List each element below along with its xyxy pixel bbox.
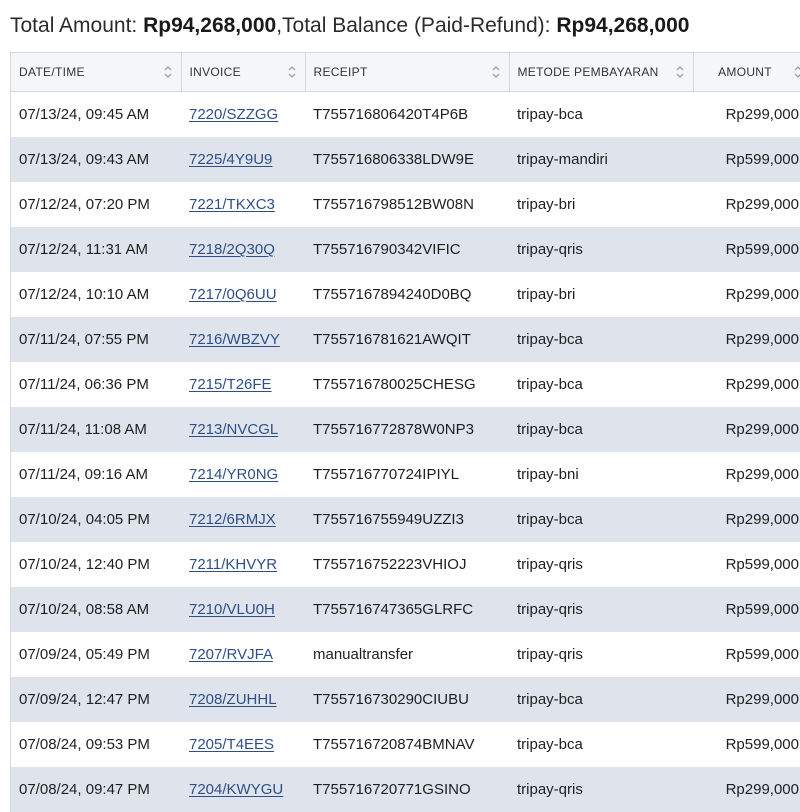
sort-icon[interactable] — [675, 64, 685, 80]
table-row[interactable] — [11, 92, 800, 138]
table-row[interactable] — [11, 272, 800, 317]
cell-invoice — [181, 317, 305, 362]
cell-receipt: T755716770724IPIYL — [305, 452, 509, 497]
cell-amount: Rp599,000 — [693, 137, 800, 182]
cell-datetime: 07/10/24, 12:40 PM — [11, 542, 181, 587]
total-amount-label: Total Amount: — [10, 14, 143, 37]
cell-invoice — [181, 767, 305, 812]
cell-receipt: T755716772878W0NP3 — [305, 407, 509, 452]
column-header-receipt[interactable] — [305, 53, 509, 92]
cell-invoice — [181, 227, 305, 272]
invoice-link[interactable]: 7220/SZZGG — [189, 106, 278, 123]
invoice-link[interactable]: 7213/NVCGL — [189, 421, 278, 438]
cell-receipt: T755716747365GLRFC — [305, 587, 509, 632]
cell-amount: Rp599,000 — [693, 542, 800, 587]
table-header-row — [11, 53, 800, 92]
column-header-label: RECEIPT — [314, 65, 368, 79]
invoice-link[interactable]: 7214/YR0NG — [189, 466, 278, 483]
cell-datetime: 07/11/24, 11:08 AM — [11, 407, 181, 452]
cell-method: tripay-qris — [509, 767, 693, 812]
cell-datetime: 07/12/24, 10:10 AM — [11, 272, 181, 317]
cell-method: tripay-qris — [509, 587, 693, 632]
cell-datetime: 07/12/24, 11:31 AM — [11, 227, 181, 272]
cell-method: tripay-bca — [509, 92, 693, 138]
column-header-method[interactable] — [509, 53, 693, 92]
cell-receipt: T755716720771GSINO — [305, 767, 509, 812]
cell-invoice — [181, 677, 305, 722]
cell-receipt: T755716720874BMNAV — [305, 722, 509, 767]
sort-icon[interactable] — [287, 64, 297, 80]
total-balance-label: ,Total Balance (Paid-Refund): — [276, 14, 556, 37]
cell-amount: Rp299,000 — [693, 452, 800, 497]
cell-receipt: T755716790342VIFIC — [305, 227, 509, 272]
cell-amount: Rp599,000 — [693, 587, 800, 632]
cell-receipt: T755716806420T4P6B — [305, 92, 509, 138]
cell-amount: Rp299,000 — [693, 92, 800, 138]
cell-invoice — [181, 497, 305, 542]
invoice-link[interactable]: 7210/VLU0H — [189, 601, 275, 618]
table-row[interactable] — [11, 497, 800, 542]
cell-invoice — [181, 362, 305, 407]
sort-icon[interactable] — [793, 64, 800, 80]
cell-datetime: 07/08/24, 09:53 PM — [11, 722, 181, 767]
cell-invoice — [181, 632, 305, 677]
cell-receipt: T7557167894240D0BQ — [305, 272, 509, 317]
table-body — [11, 92, 800, 812]
cell-amount: Rp299,000 — [693, 677, 800, 722]
cell-receipt: manualtransfer — [305, 632, 509, 677]
cell-amount: Rp299,000 — [693, 182, 800, 227]
column-header-label: DATE/TIME — [19, 65, 85, 79]
cell-method: tripay-bca — [509, 722, 693, 767]
cell-receipt: T755716806338LDW9E — [305, 137, 509, 182]
table-row[interactable] — [11, 317, 800, 362]
invoice-link[interactable]: 7204/KWYGU — [189, 781, 283, 798]
cell-invoice — [181, 452, 305, 497]
column-header-label: INVOICE — [190, 65, 241, 79]
total-balance-value: Rp94,268,000 — [556, 14, 689, 37]
table-row[interactable] — [11, 677, 800, 722]
invoice-link[interactable]: 7216/WBZVY — [189, 331, 280, 348]
cell-datetime: 07/13/24, 09:43 AM — [11, 137, 181, 182]
cell-amount: Rp299,000 — [693, 497, 800, 542]
cell-amount: Rp599,000 — [693, 227, 800, 272]
table-row[interactable] — [11, 767, 800, 812]
totals-summary — [10, 8, 689, 44]
cell-method: tripay-qris — [509, 632, 693, 677]
cell-method: tripay-bni — [509, 452, 693, 497]
invoice-link[interactable]: 7212/6RMJX — [189, 511, 276, 528]
cell-datetime: 07/10/24, 04:05 PM — [11, 497, 181, 542]
cell-method: tripay-qris — [509, 227, 693, 272]
cell-method: tripay-bca — [509, 407, 693, 452]
cell-receipt: T755716755949UZZI3 — [305, 497, 509, 542]
column-header-invoice[interactable] — [181, 53, 305, 92]
cell-receipt: T755716752223VHIOJ — [305, 542, 509, 587]
cell-amount: Rp299,000 — [693, 317, 800, 362]
table-row[interactable] — [11, 137, 800, 182]
table-row[interactable] — [11, 227, 800, 272]
cell-method: tripay-bca — [509, 677, 693, 722]
invoice-link[interactable]: 7218/2Q30Q — [189, 241, 275, 258]
cell-invoice — [181, 182, 305, 227]
cell-receipt: T755716730290CIUBU — [305, 677, 509, 722]
cell-datetime: 07/08/24, 09:47 PM — [11, 767, 181, 812]
invoice-link[interactable]: 7205/T4EES — [189, 736, 274, 753]
cell-receipt: T755716780025CHESG — [305, 362, 509, 407]
cell-invoice — [181, 272, 305, 317]
column-header-label: METODE PEMBAYARAN — [518, 65, 659, 79]
invoice-link[interactable]: 7225/4Y9U9 — [189, 151, 272, 168]
sort-icon[interactable] — [163, 64, 173, 80]
invoice-link[interactable]: 7208/ZUHHL — [189, 691, 277, 708]
column-header-datetime[interactable] — [11, 53, 181, 92]
cell-datetime: 07/11/24, 07:55 PM — [11, 317, 181, 362]
table-row[interactable] — [11, 452, 800, 497]
invoice-link[interactable]: 7211/KHVYR — [189, 556, 277, 573]
cell-datetime: 07/12/24, 07:20 PM — [11, 182, 181, 227]
table-row[interactable] — [11, 632, 800, 677]
cell-amount: Rp599,000 — [693, 632, 800, 677]
cell-invoice — [181, 137, 305, 182]
cell-invoice — [181, 407, 305, 452]
table-row[interactable] — [11, 587, 800, 632]
cell-receipt: T755716781621AWQIT — [305, 317, 509, 362]
cell-method: tripay-bri — [509, 182, 693, 227]
cell-datetime: 07/11/24, 09:16 AM — [11, 452, 181, 497]
cell-amount: Rp299,000 — [693, 362, 800, 407]
invoice-link[interactable]: 7215/T26FE — [189, 376, 272, 393]
transactions-table — [11, 53, 800, 812]
cell-amount: Rp299,000 — [693, 767, 800, 812]
cell-datetime: 07/10/24, 08:58 AM — [11, 587, 181, 632]
invoice-link[interactable]: 7207/RVJFA — [189, 646, 273, 663]
cell-datetime: 07/13/24, 09:45 AM — [11, 92, 181, 138]
cell-method: tripay-bri — [509, 272, 693, 317]
transactions-table-container — [10, 52, 800, 812]
cell-invoice — [181, 542, 305, 587]
column-header-label: AMOUNT — [718, 65, 772, 79]
cell-receipt: T755716798512BW08N — [305, 182, 509, 227]
invoice-link[interactable]: 7217/0Q6UU — [189, 286, 277, 303]
cell-datetime: 07/09/24, 12:47 PM — [11, 677, 181, 722]
cell-amount: Rp599,000 — [693, 722, 800, 767]
column-header-amount[interactable] — [693, 53, 800, 92]
cell-datetime: 07/09/24, 05:49 PM — [11, 632, 181, 677]
sort-icon[interactable] — [491, 64, 501, 80]
cell-invoice — [181, 92, 305, 138]
table-row[interactable] — [11, 182, 800, 227]
cell-method: tripay-bca — [509, 497, 693, 542]
table-row[interactable] — [11, 407, 800, 452]
cell-amount: Rp299,000 — [693, 407, 800, 452]
cell-method: tripay-qris — [509, 542, 693, 587]
cell-invoice — [181, 587, 305, 632]
total-amount-value: Rp94,268,000 — [143, 14, 276, 37]
invoice-link[interactable]: 7221/TKXC3 — [189, 196, 275, 213]
table-row[interactable] — [11, 542, 800, 587]
cell-amount: Rp299,000 — [693, 272, 800, 317]
cell-method: tripay-bca — [509, 362, 693, 407]
cell-datetime: 07/11/24, 06:36 PM — [11, 362, 181, 407]
cell-method: tripay-bca — [509, 317, 693, 362]
cell-invoice — [181, 722, 305, 767]
cell-method: tripay-mandiri — [509, 137, 693, 182]
table-row[interactable] — [11, 362, 800, 407]
table-row[interactable] — [11, 722, 800, 767]
